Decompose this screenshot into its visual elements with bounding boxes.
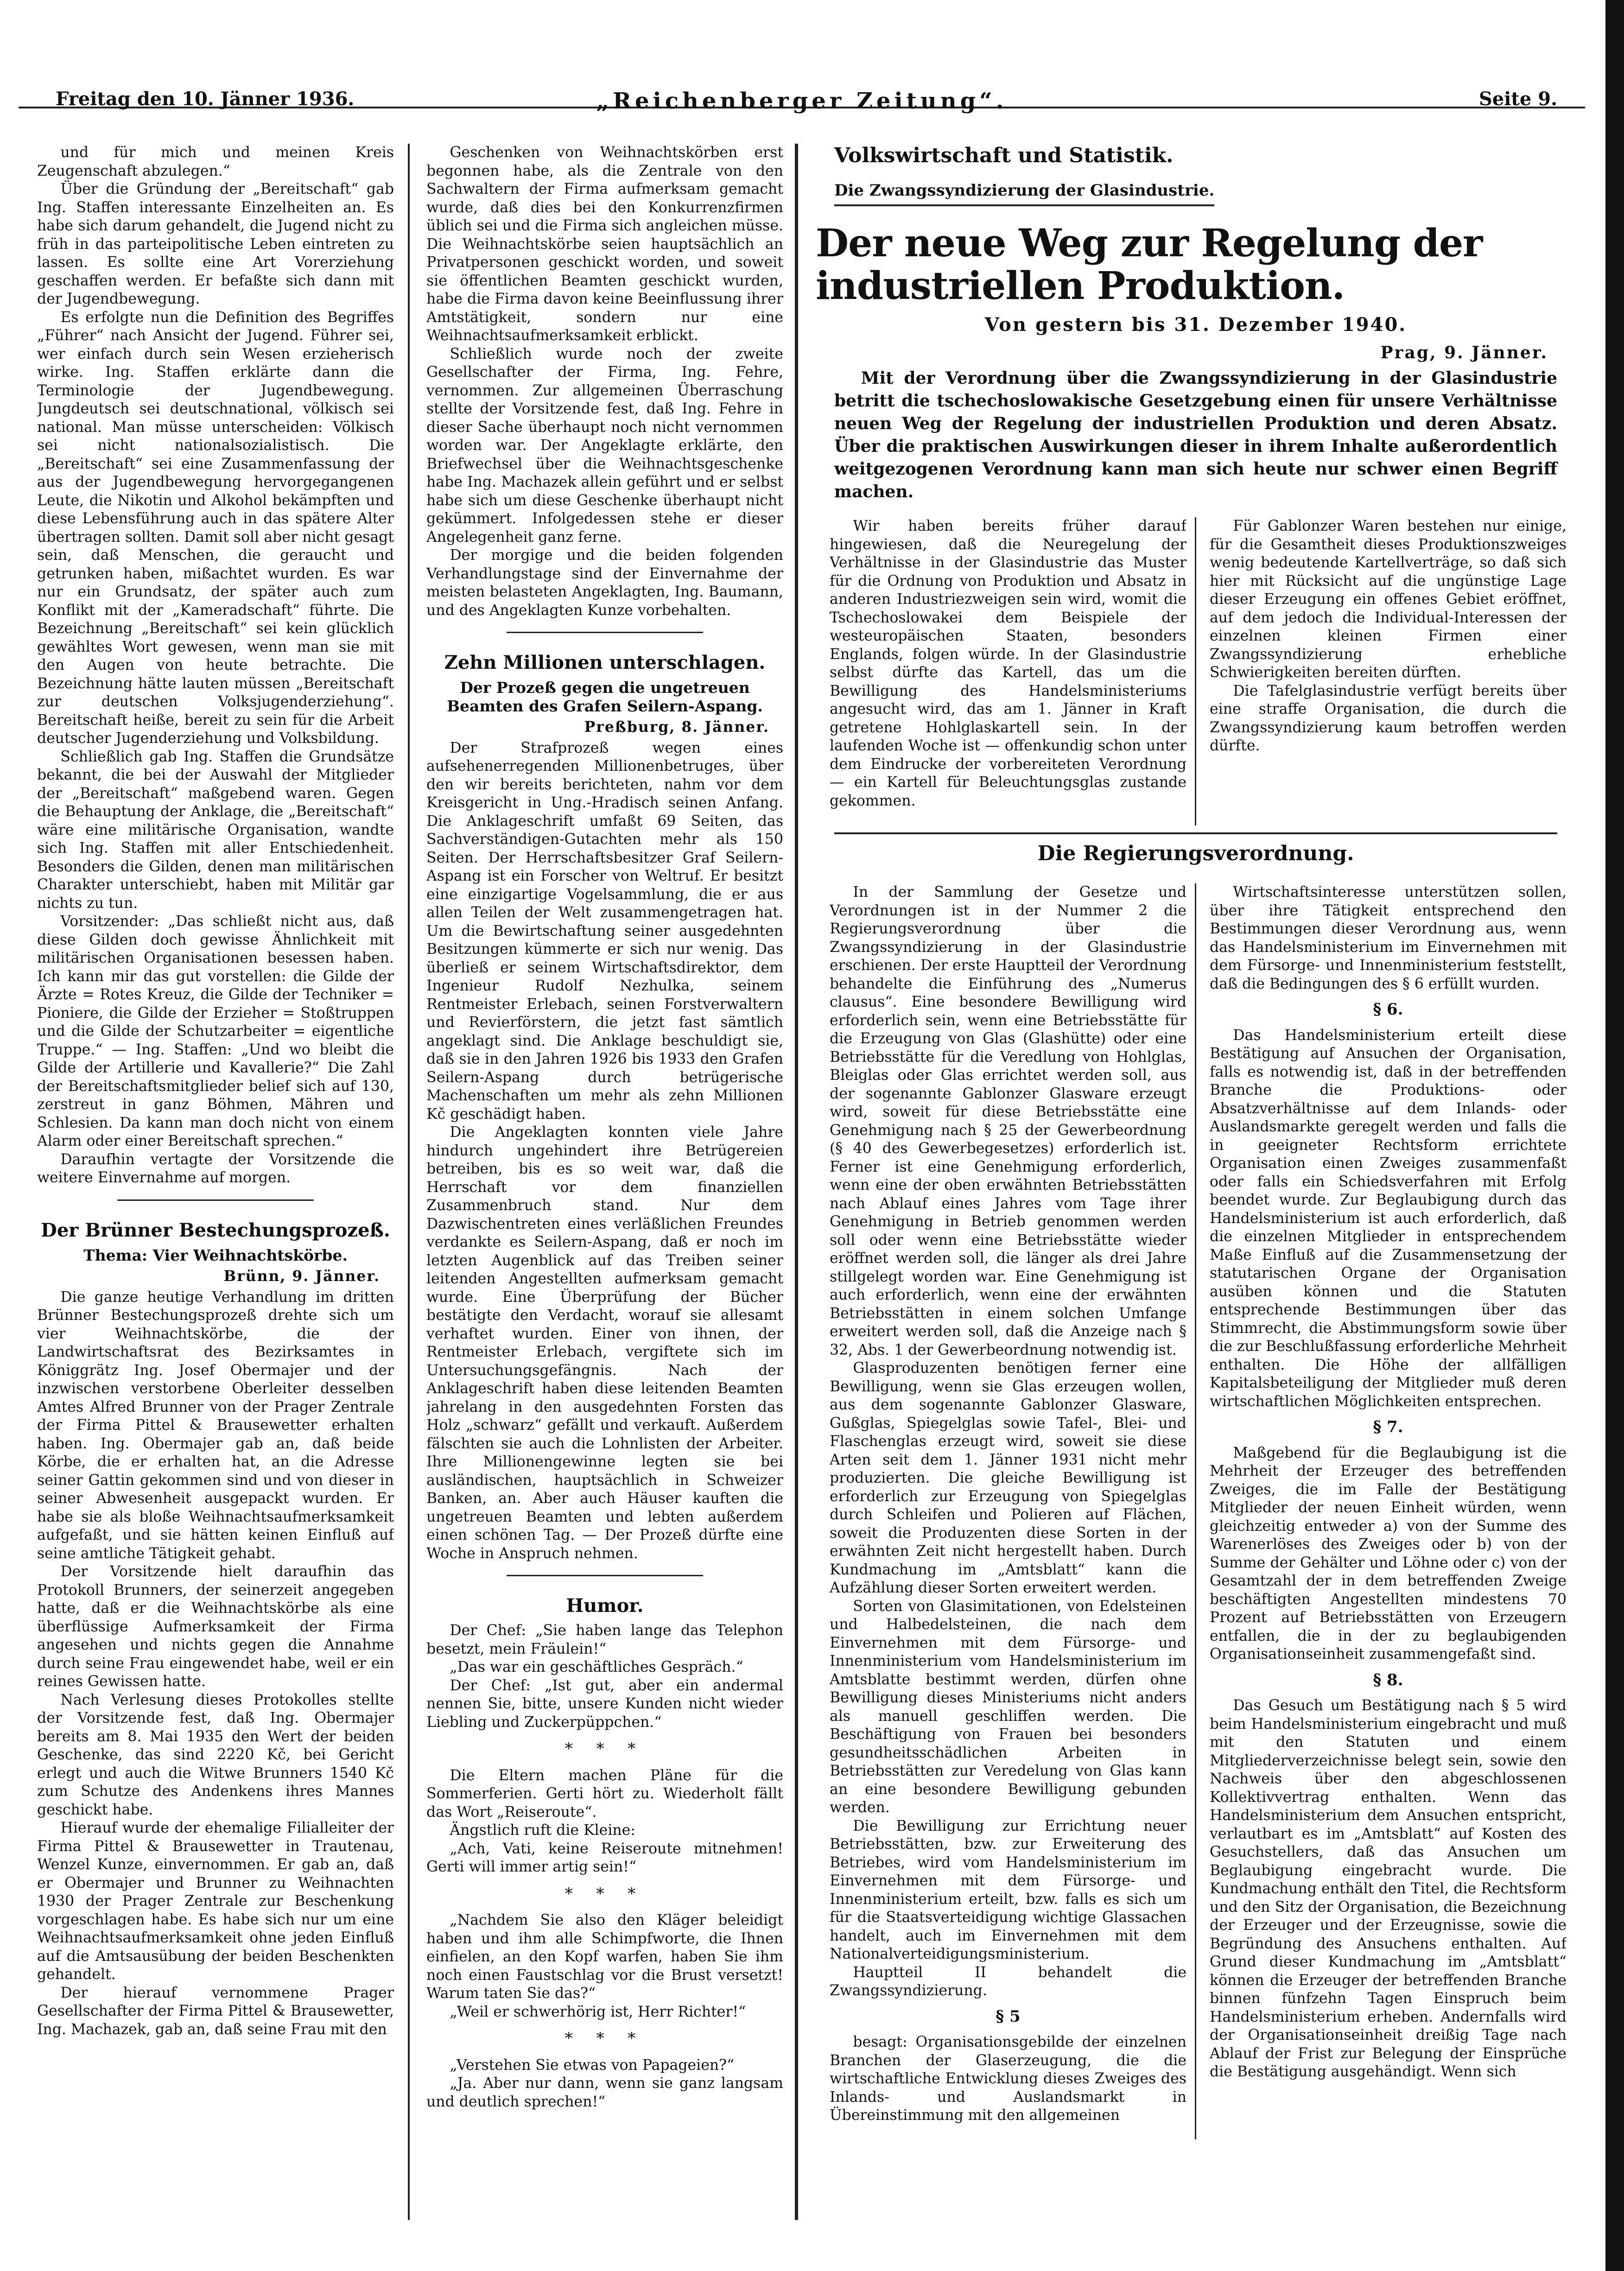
column-4a [1210, 517, 1567, 825]
paragraph: Die Eltern machen Pläne für die Sommerferien. Gerti hört zu. Wiederholt fällt das Wort „Reiseroute“. [426, 1767, 783, 1821]
section-mark: § 8. [1373, 1670, 1403, 1689]
paragraph: und für mich und meinen Kreis Zeugenschaft abzulegen.“ [37, 144, 394, 179]
paragraph: „Ach, Vati, keine Reiseroute mitnehmen! Gerti will immer artig sein!“ [426, 1840, 783, 1875]
separator-stars: * * * [565, 1884, 645, 1903]
headline: Der neue Weg zur Regelung der industriellen Produktion. [816, 221, 1483, 308]
paragraph: Der Strafprozeß wegen eines aufsehenerregenden Millionenbetruges, über den wir bereits berichteten, nahm vor dem Kreisgericht in Ung.-Hradisch seinen Anfang. Die Anklageschrift umfaßt 69 Seiten, das Sachverständigen-Gutachten mehr als 150 Seiten. Der Herrschaftsbesitzer Graf Seilern-Aspang ist ein Forscher von Weltruf. Er besitzt eine einzigartige Vogelsammlung, die er aus allen Teilen der Welt zusammengetragen hat. Um die Bewirtschaftung seiner ausgedehnten Besitzungen kümmerte er sich nur wenig. Das überließ er seinem Wirtschaftsdirektor, dem Ingenieur Rudolf Nezhulka, seinem Rentmeister Erlebach, seinen Forstverwaltern und Revierförstern, die jetzt fast sämtlich angeklagt sind. Die Anklage beschuldigt sie, daß sie in den Jahren 1926 bis 1933 den Grafen Seilern-Aspang durch betrügerische Machenschaften um mehr als zehn Millionen Kč geschädigt haben. [426, 739, 783, 1123]
paragraph: besagt: Organisationsgebilde der einzelnen Branchen der Glaserzeugung, die die wirtschaftliche Entwicklung dieses Zweiges des Inlands- und Auslandsmarkt in Übereinstimmung mit den allgemeinen [830, 2034, 1186, 2124]
separator-stars: * * * [565, 2029, 645, 2048]
column-1 [37, 144, 394, 2220]
section-mark: § 7. [1373, 1418, 1403, 1436]
masthead-page-number: Seite 9. [1478, 88, 1557, 110]
paragraph: „Verstehen Sie etwas von Papageien?“ [450, 2056, 735, 2074]
lead-paragraph: Mit der Verordnung über die Zwangssyndizierung in der Glasindustrie betritt die tschechoslowakische Gesetzgebung einen für unsere Verhältnisse neuen Weg der Regelung der industriellen Produktion und deren Absatz. Über die praktischen Auswirkungen dieser in ihrem Inhalte außerordentlich weitgezogenen Verordnung kann man sich heute nur schwer einen Begriff machen. [834, 368, 1557, 501]
masthead [19, 19, 1585, 114]
article-divider [117, 1199, 314, 1201]
topic-rubric: Die Zwangssyndizierung der Glasindustrie. [834, 181, 1214, 206]
paragraph: Schließlich gab Ing. Staffen die Grundsätze bekannt, die bei der Auswahl der Mitglieder der „Bereitschaft“ maßgebend waren. Gegen die Behauptung der Anklage, die „Bereitschaft“ wäre eine militärische Organisation, wandte sich Ing. Staffen mit aller Entschiedenheit. Besonders die Gilden, denen man militärischen Charakter unterschiebt, haben mit Militär gar nichts zu tun. [37, 748, 394, 912]
paragraph: Sorten von Glasimitationen, von Edelsteinen und Halbedelsteinen, die nach dem Einvernehmen mit dem Fürsorge- und Innenministerium vom Handelsministerium im Amtsblatte bestimmt werden, dürfen ohne Bewilligung dieses Ministeriums nicht anders als manuell geschliffen werden. Die Beschäftigung von Frauen bei besonders gesundheitsschädlichen Arbeiten in Betriebsstätten zur Veredelung von Glas kann an eine besondere Bewilligung gebunden werden. [830, 1598, 1186, 1816]
paragraph: „Nachdem Sie also den Kläger beleidigt haben und ihm alle Schimpfworte, die Ihnen einfielen, an den Kopf warfen, haben Sie ihm noch einen Faustschlag vor die Brust versetzt! Warum taten Sie das?“ [426, 1912, 783, 2002]
paragraph: Schließlich wurde noch der zweite Gesellschafter der Firma, Ing. Fehre, vernommen. Zur allgemeinen Überraschung stellte der Vorsitzende fest, daß Ing. Fehre in dieser Sache überhaupt noch nicht vernommen worden war. Der Angeklagte erklärte, den Briefwechsel über die Weihnachtsgeschenke habe Ing. Machazek allein geführt und er selbst habe sich um diese Geschenke überhaupt nicht gekümmert. Infolgedessen stehe er dieser Angelegenheit ganz ferne. [426, 345, 783, 546]
column-2 [426, 144, 783, 2220]
section-rubric: Volkswirtschaft und Statistik. [834, 144, 1174, 167]
article-subtitle: Thema: Vier Weihnachtskörbe. [83, 1246, 348, 1264]
column-3b [830, 883, 1186, 2139]
paragraph: Der hierauf vernommene Prager Gesellschafter der Firma Pittel & Brausewetter, Ing. Machazek, gab an, daß seine Frau mit den [37, 1984, 394, 2038]
paragraph: Für Gablonzer Waren bestehen nur einige, für die Gesamtheit dieses Produktionszweiges wenig bedeutende Kartellverträge, so daß sich hier mit Rücksicht auf die ungünstige Lage dieser Erzeugung ein offenes Gebiet eröffnet, auf dem jedoch die Individual-Interessen der einzelnen kleinen Firmen einer Zwangssyndizierung erhebliche Schwierigkeiten bereiten dürften. [1210, 518, 1567, 681]
dateline: Preßburg, 8. Jänner. [584, 718, 769, 736]
article-title: Der Brünner Bestechungsprozeß. [41, 1219, 390, 1241]
paragraph: Die Angeklagten konnten viele Jahre hindurch ungehindert ihre Betrügereien betreiben, bis es so weit war, daß die Herrschaft vor dem finanziellen Zusammenbruch stand. Nur dem Dazwischentreten eines verläßlichen Freundes verdankte es Seilern-Aspang, daß er noch im letzten Augenblick auf das Treiben seiner leitenden Angestellten aufmerksam gemacht wurde. Eine Überprüfung der Bücher bestätigte den Verdacht, worauf sie allesamt verhaftet wurden. Einer von ihnen, der Rentmeister Erlebach, vergiftete sich im Untersuchungsgefängnis. Nach der Anklageschrift haben diese leitenden Beamten jahrelang in den ausgedehnten Forsten das Holz „schwarz“ gefällt und verkauft. Außerdem fälschten sie auch die Lohnlisten der Arbeiter. Ihre Millionengewinne legten sie bei ausländischen, hauptsächlich in Schweizer Banken, an. Aber auch Häuser kauften die ungetreuen Beamten und lebten außerdem einen schönen Tag. — Der Prozeß dürfte eine Woche in Anspruch nehmen. [426, 1124, 783, 1562]
paragraph: Geschenken von Weihnachtskörben erst begonnen habe, als die Zentrale von den Sachwaltern der Firma aufmerksam gemacht wurde, daß dies bei den Konkurrenzfirmen üblich sei und die Firma sich angleichen müsse. Die Weihnachtskörbe seien hauptsächlich an Privatpersonen geschickt worden, und soweit sie öffentlichen Beamten geschickt wurden, habe die Firma davon keine Beeinflussung ihrer Amtstätigkeit, sondern nur eine Weihnachtsaufmerksamkeit erblickt. [426, 144, 783, 344]
paragraph: Maßgebend für die Beglaubigung ist die Mehrheit der Erzeuger des betreffenden Zweiges, die im Falle der Bestätigung Mitglieder der neuen Einheit würden, wenn gleichzeitig entweder a) von der Summe des Warenerlöses des Zweiges oder b) von der Summe der Gehälter und Löhne oder c) von der Gesamtzahl der in dem betreffenden Zweige beschäftigten Angestellten mindestens 70 Prozent auf Betriebsstätten von Erzeugern entfallen, die in der zu beglaubigenden Organisationseinheit zusammengefaßt sind. [1210, 1444, 1567, 1662]
paragraph: Wir haben bereits früher darauf hingewiesen, daß die Neuregelung der Verhältnisse in der Glasindustrie das Muster für die Ordnung von Produktion und Absatz in anderen Industriezweigen sein wird, womit die Tschechoslowakei dem Beispiele der westeuropäischen Staaten, besonders Englands, folgen würde. In der Glasindustrie selbst dürfte das Kartell, das um die Bewilligung des Handelsministeriums angesucht wird, das am 1. Jänner in Kraft getretene Hohlglaskartell sein. In der laufenden Woche ist — offenkundig schon unter dem Eindrucke der vorbereiteten Verordnung — ein Kartell für Beleuchtungsglas zustande gekommen. [830, 518, 1186, 809]
paragraph: Der Chef: „Ist gut, aber ein andermal nennen Sie, bitte, unsere Kunden nicht wieder Liebling und Zuckerpüppchen.“ [426, 1677, 783, 1731]
section-rule [795, 144, 798, 2220]
column-rule [408, 144, 410, 2220]
paragraph: In der Sammlung der Gesetze und Verordnungen ist in der Nummer 2 die Regierungsverordnung über die Zwangssyndizierung in der Glasindustrie erschienen. Der erste Hauptteil der Verordnung behandelte die Einführung des „Numerus clausus“. Eine besondere Bewilligung wird erforderlich sein, wenn eine Betriebsstätte für die Erzeugung von Glas (Glashütte) oder eine Betriebsstätte für die Veredlung von Hohlglas, Bleiglas oder Glas errichtet werden soll, aus der sogenannte Gablonzer Glasware erzeugt wird, soweit für diese Betriebsstätte eine Genehmigung nach § 25 der Gewerbeordnung (§ 40 des Gewerbegesetzes) erforderlich ist. Ferner ist eine Genehmigung erforderlich, wenn eine der oben erwähnten Betriebsstätten nach Ablauf eines Jahres vom Tage ihrer Genehmigung in Betrieb genommen werden soll oder wenn eine Betriebsstätte wieder eröffnet werden soll, die länger als drei Jahre stillgelegt worden war. Eine Genehmigung ist auch erforderlich, wenn eine der erwähnten Betriebsstätten in einem solchen Umfange erweitert werden soll, daß die Anzeige nach § 32, Abs. 1 der Gewerbeordnung notwendig ist. [830, 884, 1186, 1358]
economy-section [816, 144, 1576, 2124]
paragraph: Hierauf wurde der ehemalige Filialleiter der Firma Pittel & Brausewetter in Trautenau, Wenzel Kunze, einvernommen. Er gab an, daß er Obermajer und Brunner zu Weihnachten 1930 der Prager Zentrale zur Beschenkung vorgeschlagen habe. Es habe sich nur um eine Weihnachtsaufmerksamkeit ohne jeden Einfluß auf die Amtsausübung der beiden Beschenkten gehandelt. [37, 1820, 394, 1983]
section-mark: § 6. [1373, 1000, 1403, 1019]
article-subtitle: Der Prozeß gegen die ungetreuen Beamten des Grafen Seilern-Aspang. [447, 679, 763, 715]
paragraph: Das Handelsministerium erteilt diese Bestätigung auf Ansuchen der Organisation, falls es notwendig ist, daß in der betreffenden Branche die Produktions- oder Absatzverhältnisse auf dem Inlands- oder Auslandsmarkte geregelt werden und falls die in geeigneter Rechtsform errichtete Organisation einen Zweiges zusammenfaßt oder falls ein Schiedsverfahren mit Erfolg beendet wurde. Zur Beglaubigung durch das Handelsministerium ist auch erforderlich, daß die einzelnen Mitglieder in entsprechendem Maße Einfluß auf die Zusammensetzung der statutarischen Organe der Organisation ausüben können und die Statuten entsprechende Bestimmungen über das Stimmrecht, die Abstimmungsform sowie über die zur Beschlußfassung erforderliche Mehrheit enthalten. Die Höhe der allfälligen Kapitalsbeteiligung der Mitglieder muß deren wirtschaftlichen Möglichkeiten entsprechen. [1210, 1027, 1567, 1410]
masthead-title: „Reichenberger Zeitung“. [596, 88, 1008, 114]
column-rule [1195, 883, 1196, 2139]
paragraph: Glasproduzenten benötigen ferner eine Bewilligung, wenn sie Glas erzeugen wollen, aus dem sogenannte Gablonzer Glasware, Gußglas, Spiegelglas sowie Tafel-, Blei- und Flaschenglas erzeugt wird, soweit sie diese Arten seit dem 1. Jänner 1931 nicht mehr produzierten. Die gleiche Bewilligung ist erforderlich zur Erzeugung von Spiegelglas durch Schleifen und Polieren auf Flächen, soweit die Produzenten diese Sorten in der erwähnten Zeit nicht hergestellt haben. Durch Kundmachung im „Amtsblatt“ kann die Aufzählung dieser Sorten erweitert werden. [830, 1360, 1186, 1596]
section-mark: § 5 [996, 2007, 1021, 2026]
regulation-title: Die Regierungsverordnung. [1037, 842, 1354, 865]
paragraph: Die Tafelglasindustrie verfügt bereits über eine straffe Organisation, die durch die Zwangssyndizierung kaum betroffen werden dürfte. [1210, 682, 1567, 754]
paragraph: Der morgige und die beiden folgenden Verhandlungstage sind der Einvernahme der meisten belasteten Angeklagten, Ing. Baumann, und des Angeklagten Kunze vorbehalten. [426, 547, 783, 619]
column-rule [1195, 517, 1196, 825]
paragraph: Die ganze heutige Verhandlung im dritten Brünner Bestechungsprozeß drehte sich um vier Weihnachtskörbe, die der Landwirtschaftsrat des Bezirksamtes in Königgrätz Ing. Josef Obermajer und der inzwischen verstorbene Oberleiter desselben Amtes Alfred Brunner von der Prager Zentrale der Firma Pittel & Brausewetter erhalten haben. Ing. Obermajer gab an, daß beide Körbe, die er erhalten hat, an die Adresse seiner Gattin gekommen sind und von dieser in seiner Abwesenheit ausgepackt wurden. Er habe sie als bloße Weihnachtsaufmerksamkeit aufgefaßt, und sie hätten keinen Einfluß auf seine amtliche Tätigkeit gehabt. [37, 1288, 394, 1562]
paragraph: Der Vorsitzende hielt daraufhin das Protokoll Brunners, der seinerzeit angegeben hatte, daß er die Weihnachtskörbe als eine überflüssige Aufmerksamkeit der Firma angesehen und nichts gegen die Annahme durch seine Frau eingewendet habe, weil er ein reines Gewissen hatte. [37, 1563, 394, 1690]
dateline: Prag, 9. Jänner. [1380, 343, 1548, 362]
masthead-date: Freitag den 10. Jänner 1936. [56, 88, 355, 110]
paragraph: „Ja. Aber nur dann, wenn sie ganz langsam und deutlich sprechen!“ [426, 2075, 783, 2110]
paragraph: Die Bewilligung zur Errichtung neuer Betriebsstätten, bzw. zur Erweiterung des Betriebes, wird vom Handelsministerium im Einvernehmen mit dem Fürsorge- und Innenministerium erteilt, bzw. falls es sich um für die Staatsverteidigung wichtige Glassachen handelt, auch im Einvernehmen mit dem Nationalverteidigungsministerium. [830, 1817, 1186, 1962]
paragraph: Hauptteil II behandelt die Zwangssyndizierung. [830, 1964, 1186, 1999]
paragraph: Nach Verlesung dieses Protokolles stellte der Vorsitzende fest, daß Ing. Obermajer bereits am 8. Mai 1935 den Wert der beiden Geschenke, das sind 2220 Kč, bei Gericht erlegt und auch die Witwe Brunners 1540 Kč zum Schutze des Andenkens ihres Mannes geschickt habe. [37, 1691, 394, 1818]
article-divider [507, 1575, 703, 1576]
column-4b [1210, 883, 1567, 2139]
subheadline: Von gestern bis 31. Dezember 1940. [984, 314, 1407, 336]
dateline: Brünn, 9. Jänner. [223, 1268, 380, 1285]
paragraph: „Weil er schwerhörig ist, Herr Richter!“ [450, 2003, 746, 2020]
scan-edge [1605, 0, 1624, 2271]
paragraph: Das Gesuch um Bestätigung nach § 5 wird beim Handelsministerium eingebracht und muß mit den Statuten und einem Mitgliederverzeichnisse belegt sein, sowie den Nachweis über den abgeschlossenen Kollektivvertrag enthalten. Wenn das Handelsministerium dem Ansuchen entspricht, verlautbart es im „Amtsblatt“ auf Kosten des Gesuchstellers, daß das Ansuchen um Beglaubigung eingebracht wurde. Die Kundmachung enthält den Titel, die Rechtsform und den Sitz der Organisation, die Bezeichnung der Erzeuger und der Erzeugnisse, sowie die Begründung des Ansuchens enthalten. Auf Grund dieser Kundmachung im „Amtsblatt“ können die Erzeuger der betreffenden Branche binnen fünfzehn Tagen Einspruch beim Handelsministerium erheben. Andernfalls wird der Organisationseinheit dreißig Tage nach Ablauf der Frist zur Belegung der Einsprüche die Bestätigung ausgehändigt. Wenn sich [1210, 1697, 1567, 2080]
separator-stars: * * * [565, 1739, 645, 1758]
article-title: Zehn Millionen unterschlagen. [444, 652, 766, 673]
paragraph: Es erfolgte nun die Definition des Begriffes „Führer“ nach Ansicht der Jugend. Führer sei, wer einfach durch sein Wesen erzieherisch wirke. Ing. Staffen erklärte dann die Terminologie der Jugendbewegung. Jungdeutsch sei deutschnational, völkisch sei national. Man müsse unterscheiden: Völkisch sei nicht nationalsozialistisch. Die „Bereitschaft“ sei eine Zusammenfassung der aus der Jugendbewegung hervorgegangenen Leute, die Nikotin und Alkohol bekämpften und diese Lebensführung auch in das spätere Alter übertragen sollten. Damit soll aber nicht gesagt sein, daß Menschen, die geraucht und getrunken haben, mißachtet wurden. Es war nur ein Grundsatz, der später auch zum Konflikt mit der „Kameradschaft“ führte. Die Bezeichnung „Bereitschaft“ sei kein glücklich gewähltes Wort gewesen, wenn man sie mit den Augen von heute betrachte. Die Bezeichnung hätte lauten müssen „Bereitschaft zur deutschen Volksjugenderziehung“. Bereitschaft heiße, bereit zu sein für die Arbeit deutscher Jugenderziehung und Volksbildung. [37, 309, 394, 747]
humor-title: Humor. [566, 1595, 644, 1617]
horizontal-rule [834, 832, 1557, 834]
article-divider [507, 632, 703, 633]
paragraph: Vorsitzender: „Das schließt nicht aus, daß diese Gilden doch gewisse Ähnlichkeit mit militärischen Organisationen besessen haben. Ich kann mir das gut vorstellen: die Gilde der Ärzte = Rotes Kreuz, die Gilde der Techniker = Pioniere, die Gilde der Erzieher = Stoßtruppen und die Gilde der Schutzarbeiter = eigentliche Truppe.“ — Ing. Staffen: „Und wo bleibt die Gilde der Artillerie und Kavallerie?“ Die Zahl der Bereitschaftsmitglieder belief sich auf 130, zerstreut in ganz Böhmen, Mähren und Schlesien. Da kann man doch nicht von einem Alarm oder einer Bereitschaft sprechen.“ [37, 913, 394, 1149]
newspaper-page [19, 19, 1585, 2252]
column-3a [830, 517, 1186, 825]
paragraph: Der Chef: „Sie haben lange das Telephon besetzt, mein Fräulein!“ [426, 1622, 783, 1657]
paragraph: Wirtschaftsinteresse unterstützen sollen, über ihre Tätigkeit entsprechend den Bestimmungen dieser Verordnung aus, wenn das Handelsministerium im Einvernehmen mit dem Fürsorge- und Innenministerium feststellt, daß die Bedingungen des § 6 erfüllt wurden. [1210, 884, 1567, 992]
paragraph: „Das war ein geschäftliches Gespräch.“ [450, 1659, 743, 1675]
paragraph: Daraufhin vertagte der Vorsitzende die weitere Einvernahme auf morgen. [37, 1151, 394, 1186]
paragraph: Ängstlich ruft die Kleine: [450, 1822, 635, 1839]
paragraph: Über die Gründung der „Bereitschaft“ gab Ing. Staffen interessante Einzelheiten an. Es habe sich darum gehandelt, die Jugend nicht zu früh in das parteipolitische Leben eintreten zu lassen. Es sollte eine Art Vorerziehung geschaffen werden. Er befaßte sich dann mit der Jugendbewegung. [37, 181, 394, 307]
